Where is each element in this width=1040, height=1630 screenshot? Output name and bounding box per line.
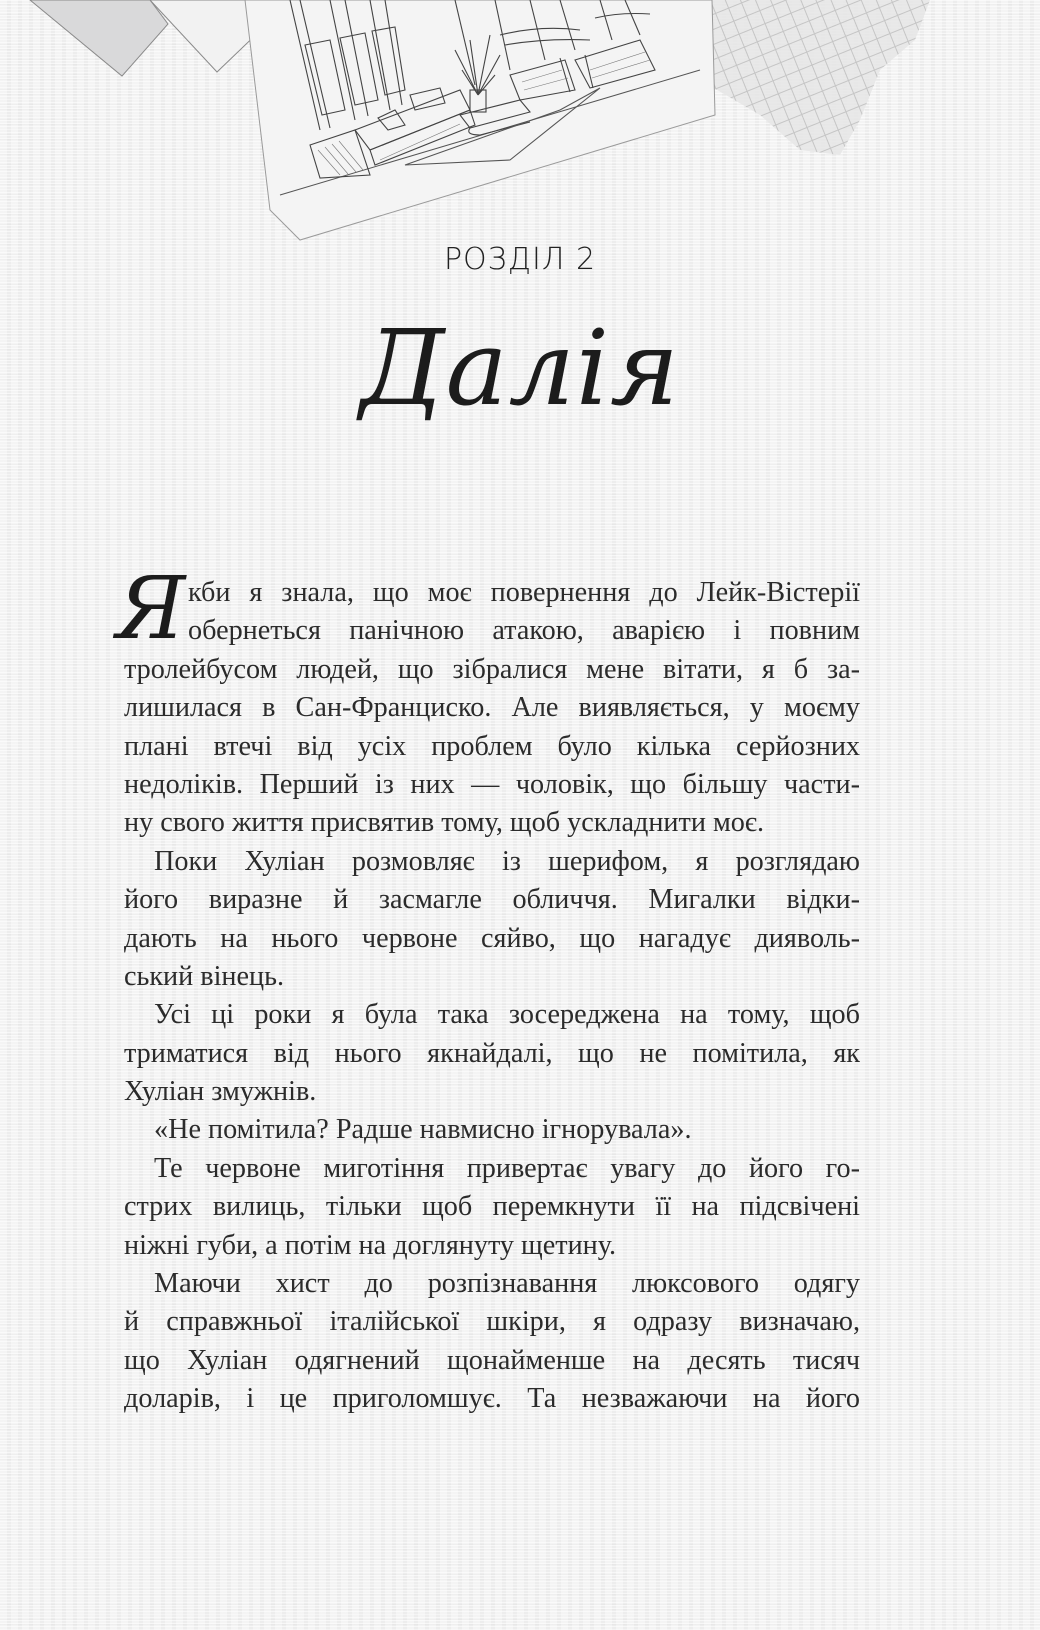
- text-line: плані втечі від усіх проблем було кілька серйозних: [124, 730, 860, 762]
- text-line: доларів, і це приголомшує. Та незважаючи на його: [124, 1383, 860, 1415]
- text-line: обернеться панічною атакою, аварією і повним: [188, 615, 860, 647]
- text-line: ський вінець.: [124, 960, 284, 992]
- interior-sketch-illustration: [0, 0, 1040, 250]
- text-line: Поки Хуліан розмовляє із шерифом, я розглядаю: [154, 845, 860, 877]
- text-line: дають на нього червоне сяйво, що нагадує дияволь-: [124, 922, 860, 954]
- chapter-label: РОЗДІЛ 2: [443, 242, 597, 277]
- text-line: стрих вилиць, тільки щоб перемкнути її на підсвічені: [124, 1191, 860, 1223]
- text-line: Хуліан змужнів.: [124, 1076, 317, 1108]
- text-line: його виразне й засмагле обличчя. Мигалки відки-: [124, 884, 860, 916]
- text-line: Маючи хист до розпізнавання люксового одягу: [154, 1268, 860, 1300]
- text-line: що Хуліан одягнений щонайменше на десять тисяч: [124, 1344, 860, 1376]
- chapter-body-text: [116, 559, 860, 1419]
- text-line: ну свого життя присвятив тому, щоб ускладнити моє.: [124, 807, 765, 839]
- text-line: триматися від нього якнайдалі, що не помітила, як: [124, 1037, 860, 1069]
- text-line: ніжні губи, а потім на доглянуту щетину.: [124, 1229, 617, 1261]
- text-line: тролейбусом людей, що зібралися мене вітати, я б за-: [124, 653, 860, 685]
- text-line: лишилася в Сан-Франциско. Але виявляється, у моєму: [124, 692, 860, 724]
- drop-cap: Я: [116, 559, 186, 659]
- text-line: Те червоне миготіння привертає увагу до його го-: [154, 1152, 860, 1184]
- text-line: недоліків. Перший із них — чоловік, що більшу части-: [124, 768, 860, 800]
- text-line: кби я знала, що моє повернення до Лейк-Вістерії: [188, 577, 860, 608]
- text-line: «Не помітила? Радше навмисно ігнорувала».: [154, 1114, 692, 1146]
- text-line: й справжньої італійської шкіри, я одразу визначаю,: [124, 1306, 860, 1338]
- chapter-title: Далія: [360, 307, 680, 429]
- text-line: Усі ці роки я була така зосереджена на тому, щоб: [154, 999, 860, 1031]
